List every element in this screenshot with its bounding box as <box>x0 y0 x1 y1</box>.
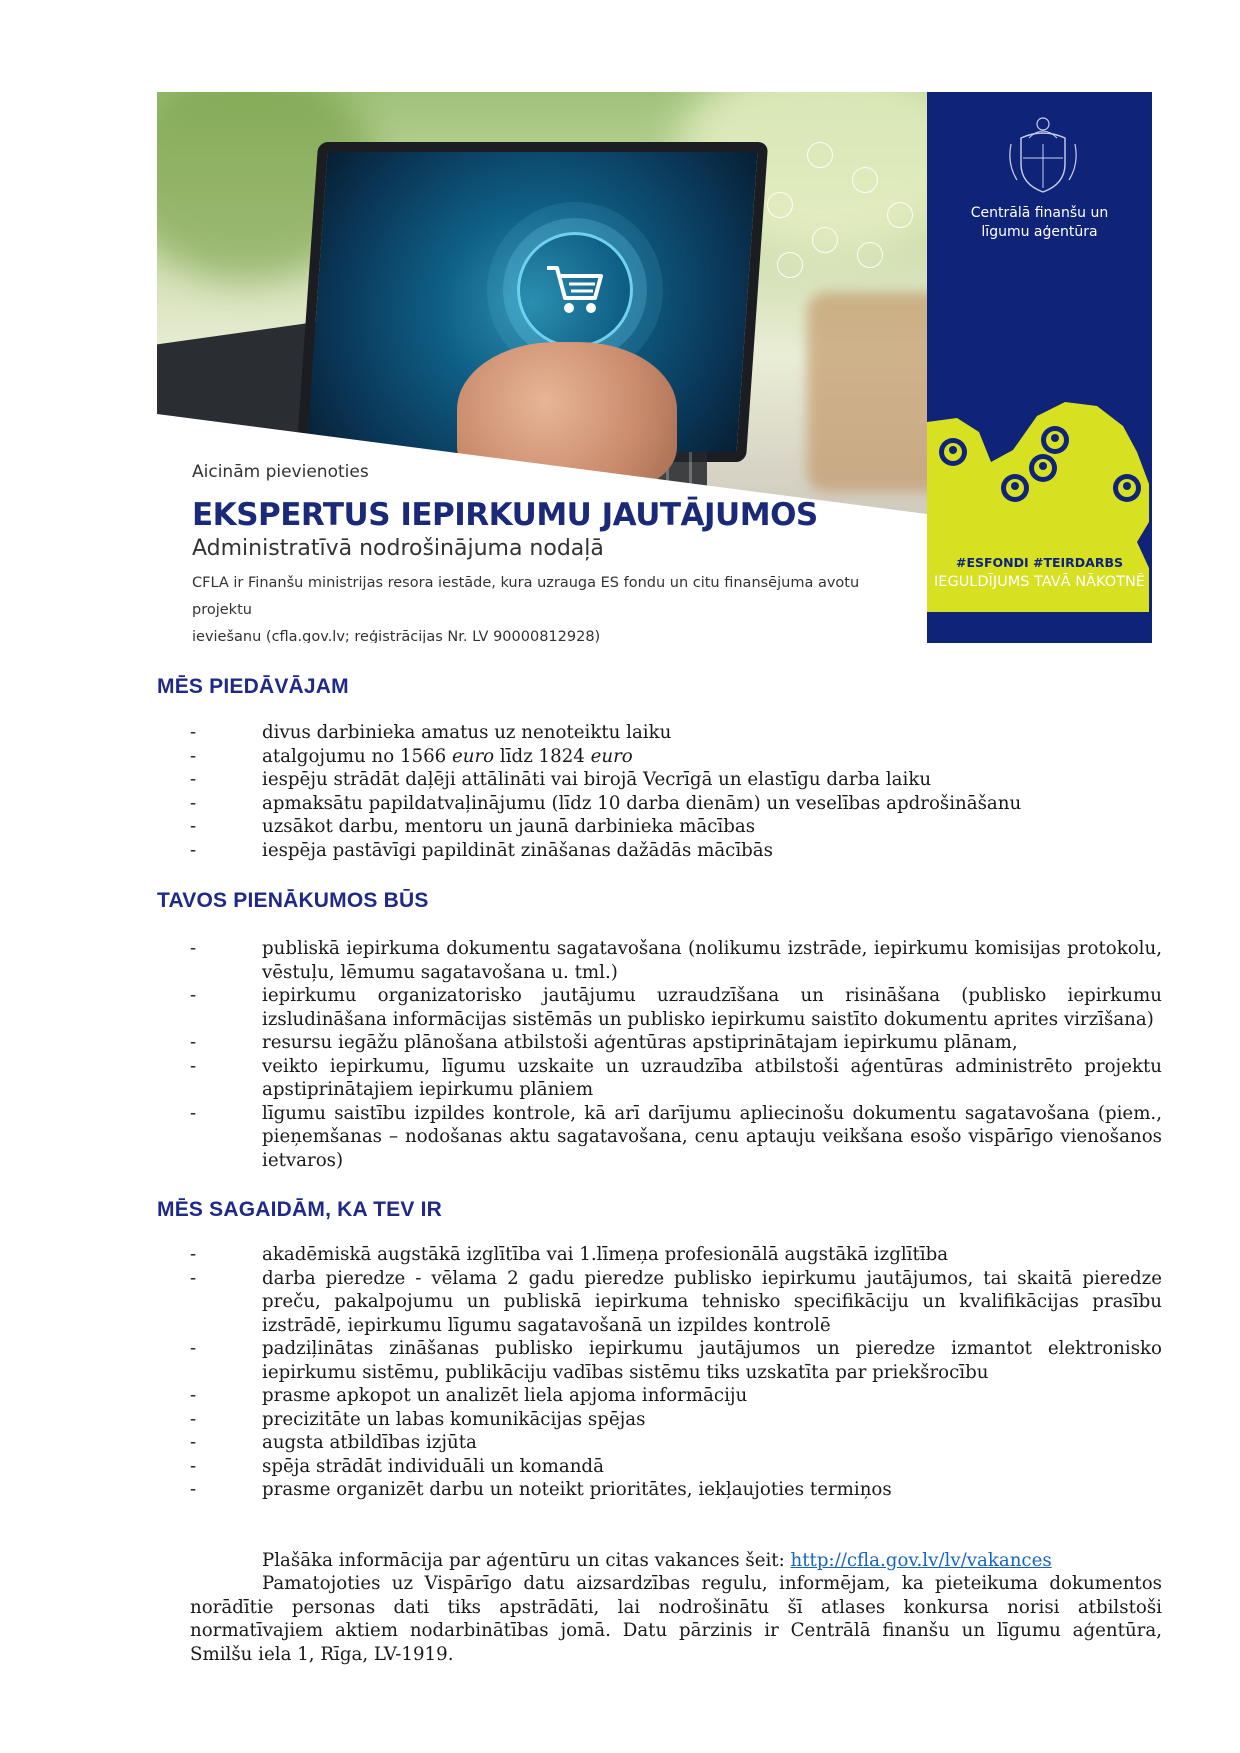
offer-item: - apmaksātu papildatvaļinājumu (līdz 10 darba dienām) un veselības apdrošināšanu <box>190 792 1162 816</box>
offer-item: - uzsākot darbu, mentoru un jaunā darbinieka mācības <box>190 815 1162 839</box>
hashtags: #ESFONDI #TEIRDARBS <box>955 555 1124 570</box>
duty-item: - publiskā iepirkuma dokumentu sagatavošana (nolikumu izstrāde, iepirkumu komisijas protokolu, vēstuļu, lēmumu sagatavošana u. tml.) <box>190 937 1162 984</box>
expectations-list <box>190 1243 1162 1502</box>
section-title-expectations: MĒS SAGAIDĀM, KA TEV IR <box>157 1198 443 1221</box>
agency-name <box>927 204 1152 242</box>
agency-name-line: līgumu aģentūra <box>981 224 1098 240</box>
location-pin-icon <box>1029 454 1057 482</box>
banner-subtitle: Administratīvā nodrošinājuma nodaļā <box>192 536 604 561</box>
privacy-paragraph: Pamatojoties uz Vispārīgo datu aizsardzības regulu, informējam, ka pieteikuma dokumentos norādītie personas dati tiks apstrādāti, lai nodrošinātu šī atlases konkursa norisi atbilstoši normatīvajiem aktiem nodarbinātības jomā. Datu pārzinis ir Centrālā finanšu un līgumu aģentūra, Smilšu iela 1, Rīga, LV-1919. <box>190 1573 1162 1665</box>
location-pin-icon <box>1041 426 1069 454</box>
expectation-item: - padziļinātas zināšanas publisko iepirkumu jautājumos un pieredze izmantot elektronisko iepirkumu sistēmu, publikāciju vadības sistēmu tiks uzskatīta par priekšrocību <box>190 1337 1162 1384</box>
expectation-item: - augsta atbildības izjūta <box>190 1431 1162 1455</box>
duty-item: - veikto iepirkumu, līgumu uzskaite un uzraudzība atbilstoši aģentūras administrēto projektu apstiprinātajiem iepirkumu plāniem <box>190 1055 1162 1102</box>
duty-item: - līgumu saistību izpildes kontrole, kā arī darījumu apliecinošu dokumentu sagatavošana (piem., pieņemšanas – nodošanas aktu sagatavošana, cenu aptauju veikšana esošo vispārīgo vienošanos ietvaros) <box>190 1102 1162 1173</box>
banner-invite: Aicinām pievienoties <box>192 462 369 482</box>
location-pin-icon <box>1001 474 1029 502</box>
banner-description-line: ieviešanu (cfla.gov.lv; reģistrācijas Nr. LV 90000812928) <box>192 629 601 643</box>
location-pin-icon <box>1113 474 1141 502</box>
expectation-item: - akadēmiskā augstākā izglītība vai 1.līmeņa profesionālā augstākā izglītība <box>190 1243 1162 1267</box>
info-text: Plašāka informācija par aģentūru un citas vakances šeit: <box>262 1550 791 1571</box>
coat-of-arms-icon <box>1005 114 1081 196</box>
expectation-item: - prasme organizēt darbu un noteikt prioritātes, iekļaujoties termiņos <box>190 1478 1162 1502</box>
banner-description <box>192 570 912 643</box>
agency-name-line: Centrālā finanšu un <box>970 205 1109 221</box>
offer-list <box>190 721 1162 862</box>
expectation-item: - darba pieredze - vēlama 2 gadu pieredze publisko iepirkumu jautājumos, tai skaitā pieredze preču, pakalpojumu un publiskā iepirkuma tehnisko specifikāciju un kvalifikācijas prasību izstrādē, iepirkumu līgumu sagatavošanā un izpildes kontrolē <box>190 1267 1162 1338</box>
floating-ui-icons <box>757 132 917 312</box>
recruitment-banner <box>157 92 1152 643</box>
section-title-offer: MĒS PIEDĀVĀJAM <box>157 675 349 698</box>
agency-panel <box>927 92 1152 643</box>
offer-item: - iespēju strādāt daļēji attālināti vai birojā Vecrīgā un elastīgu darba laiku <box>190 768 1162 792</box>
shopping-cart-icon <box>517 232 633 348</box>
slogan: IEGULDĪJUMS TAVĀ NĀKOTNĒ <box>934 574 1145 590</box>
banner-description-line: CFLA ir Finanšu ministrijas resora iestāde, kura uzrauga ES fondu un citu finansējuma avotu projektu <box>192 575 860 618</box>
duties-list <box>190 937 1162 1172</box>
section-title-duties: TAVOS PIENĀKUMOS BŪS <box>157 889 429 912</box>
offer-item: - divus darbinieka amatus uz nenoteiktu laiku <box>190 721 1162 745</box>
laptop-photo <box>157 92 927 643</box>
duty-item: - iepirkumu organizatorisko jautājumu uzraudzīšana un risināšana (publisko iepirkumu izsludināšana informācijas sistēmās un publisko iepirkumu saistīto dokumentu aprites virzīšana) <box>190 984 1162 1031</box>
expectation-item: - precizitāte un labas komunikācijas spējas <box>190 1408 1162 1432</box>
banner-title: EKSPERTUS IEPIRKUMU JAUTĀJUMOS <box>192 497 818 533</box>
duty-item: - resursu iegāžu plānošana atbilstoši aģentūras apstiprinātajam iepirkumu plānam, <box>190 1031 1162 1055</box>
info-paragraph <box>190 1549 1162 1573</box>
location-pin-icon <box>939 438 967 466</box>
expectation-item: - spēja strādāt individuāli un komandā <box>190 1455 1162 1479</box>
offer-item: - atalgojumu no 1566 euro līdz 1824 euro <box>190 745 1162 769</box>
vacancies-link[interactable]: http://cfla.gov.lv/lv/vakances <box>790 1550 1052 1571</box>
offer-item: - iespēja pastāvīgi papildināt zināšanas dažādās mācībās <box>190 839 1162 863</box>
expectation-item: - prasme apkopot un analizēt liela apjoma informāciju <box>190 1384 1162 1408</box>
